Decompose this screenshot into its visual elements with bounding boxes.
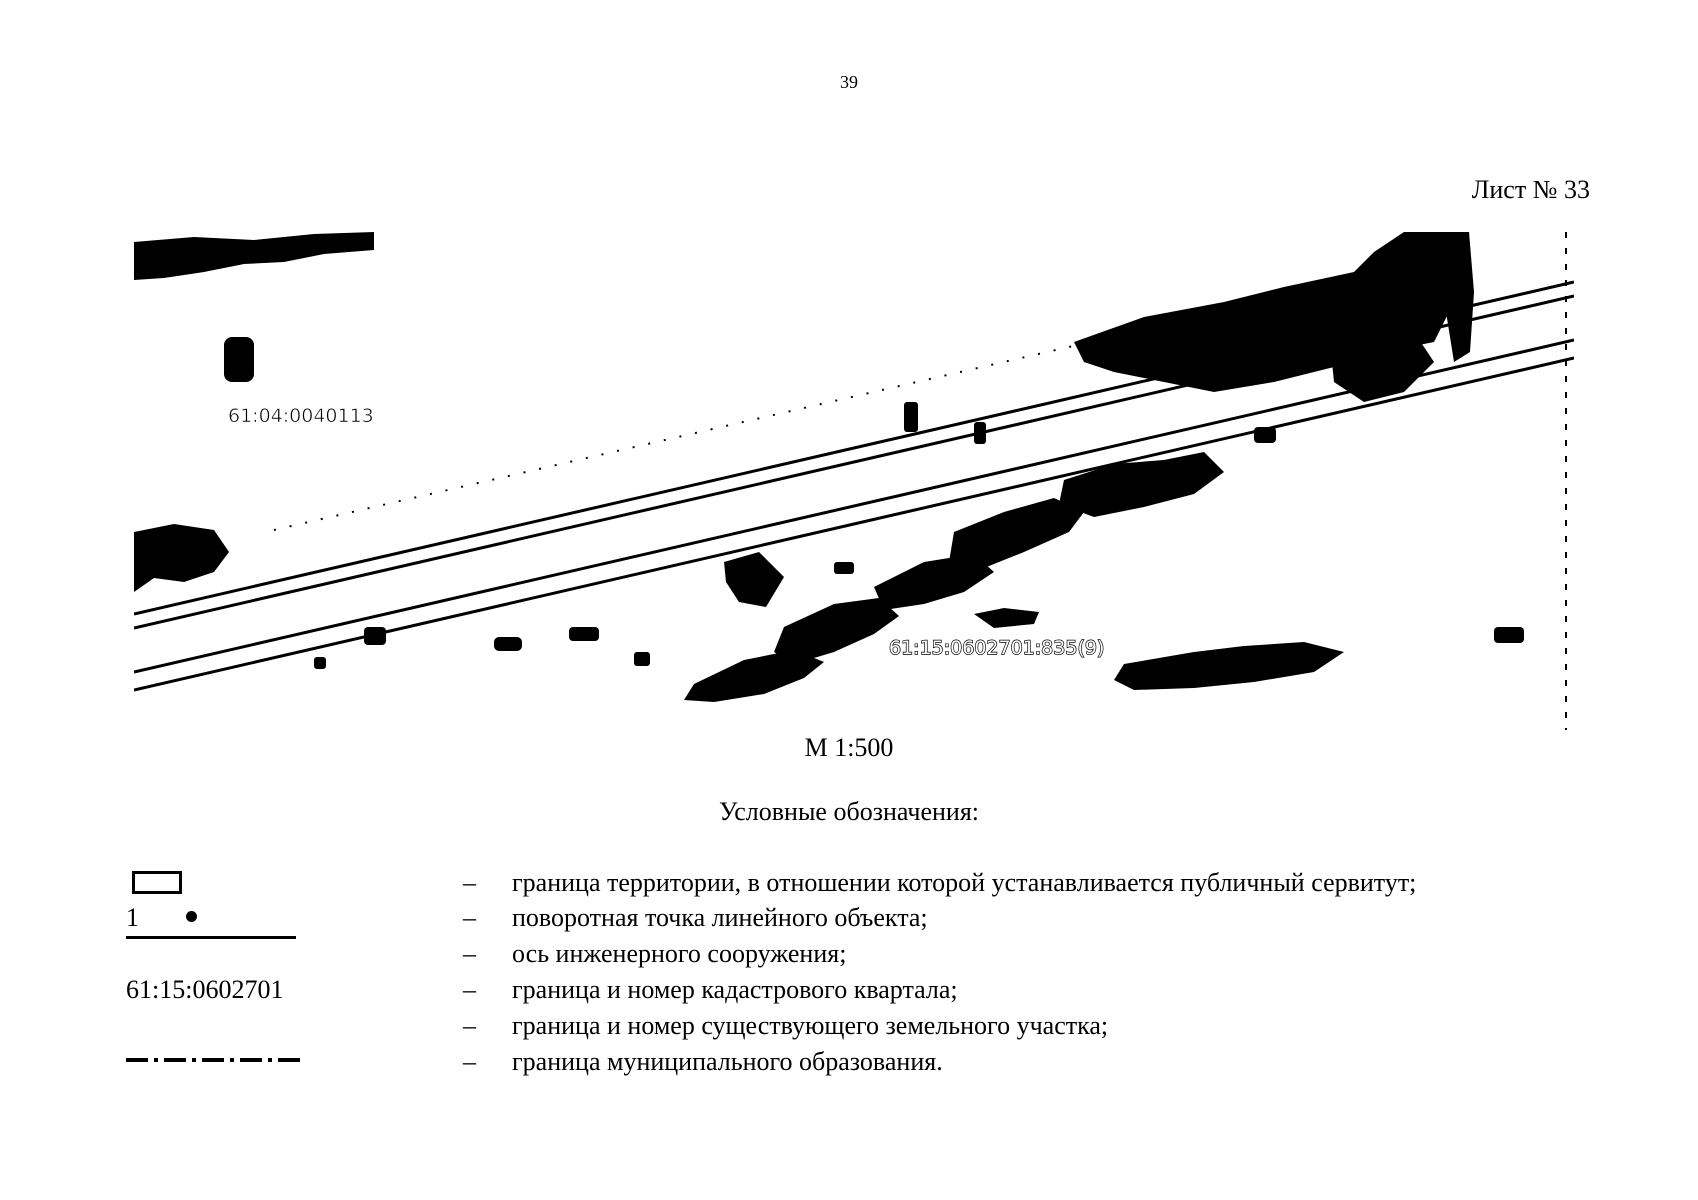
- legend-description: граница территории, в отношении которой устанавливается публичный сервитут;: [512, 868, 1417, 897]
- legend-dash: –: [463, 975, 476, 1004]
- legend-title: Условные обозначения:: [718, 797, 980, 826]
- legend-dash: –: [463, 1047, 476, 1076]
- legend-symbol-empty: [124, 1008, 304, 1044]
- legend-description: граница муниципального образования.: [512, 1047, 943, 1076]
- legend-description: граница и номер кадастрового квартала;: [512, 975, 958, 1004]
- legend-cadastral-number: 61:15:0602701: [126, 975, 284, 1004]
- map-parcel-label-2: 61:15:0602701:835(9): [889, 637, 1105, 659]
- sheet-label: Лист № 33: [1471, 175, 1590, 204]
- legend-item: [0, 936, 1698, 972]
- legend-description: ось инженерного сооружения;: [512, 939, 847, 968]
- legend-dash: –: [463, 1011, 476, 1040]
- legend-symbol-rectangle: [124, 865, 304, 901]
- legend-dash: –: [463, 939, 476, 968]
- legend-description: граница и номер существующего земельного участка;: [512, 1011, 1109, 1040]
- legend-item: [0, 865, 1698, 901]
- page-number: 39: [840, 72, 858, 92]
- dash-dot-line-icon: [126, 1056, 302, 1064]
- legend-symbol-text: [124, 972, 304, 1008]
- legend-description: поворотная точка линейного объекта;: [512, 903, 928, 932]
- legend-symbol-point: [124, 900, 304, 936]
- legend-item: [0, 1008, 1698, 1044]
- map-dotted-line: [274, 332, 1134, 530]
- legend-point-number: 1: [126, 903, 139, 932]
- map-image: [134, 232, 1574, 730]
- map-scale: М 1:500: [804, 733, 894, 762]
- map-parcel-label-1: 61:04:0040113: [228, 405, 374, 427]
- legend-symbol-line: [124, 936, 304, 972]
- legend-item: [0, 972, 1698, 1008]
- legend-dash: –: [463, 868, 476, 897]
- legend-symbol-dashdot: [124, 1044, 304, 1080]
- legend-item: [0, 900, 1698, 936]
- legend-item: [0, 1044, 1698, 1080]
- point-dot-icon: [186, 911, 197, 922]
- legend-dash: –: [463, 903, 476, 932]
